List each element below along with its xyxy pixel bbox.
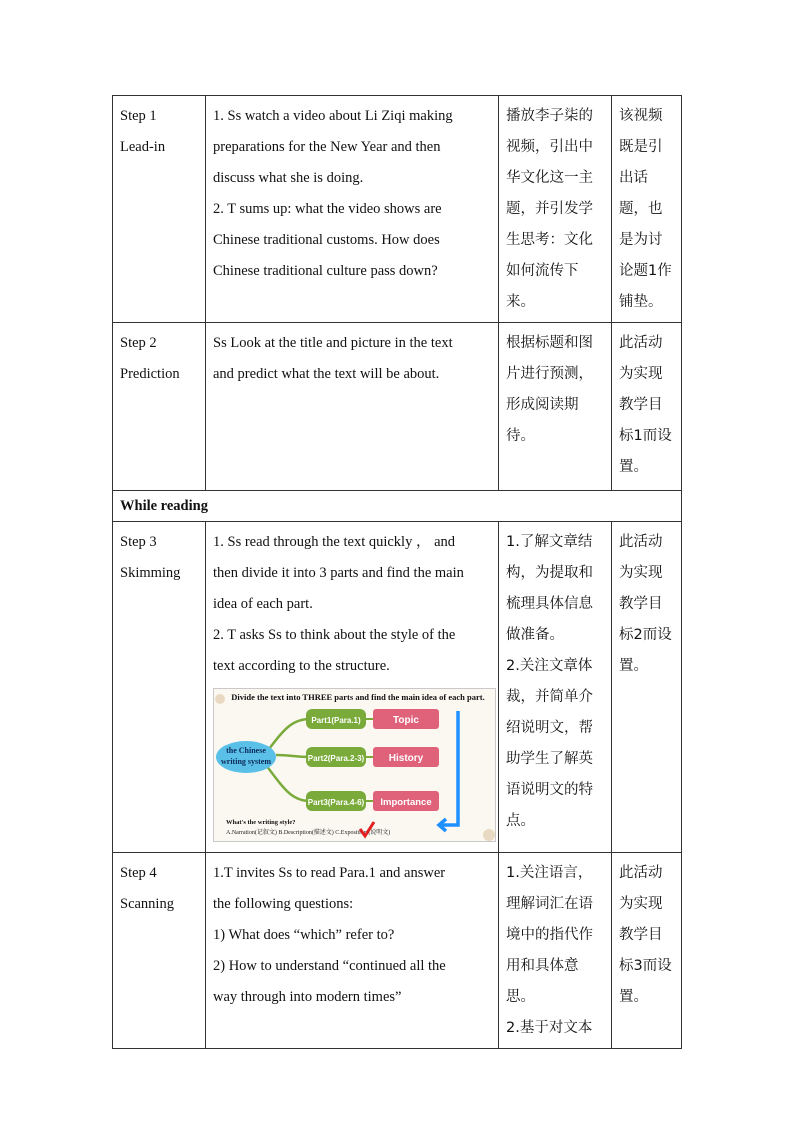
center-label-line1: the Chinese: [226, 746, 266, 755]
purpose-item: 2.基于对文本: [506, 1020, 593, 1036]
activity-line: 2. T asks Ss to think about the style of the: [213, 627, 456, 643]
goal-cell: 此活动为实现教学目标2而设置。: [612, 522, 682, 853]
purpose-cell: 根据标题和图片进行预测，形成阅读期待。: [499, 323, 612, 491]
activity-line: discuss what she is doing.: [213, 170, 364, 186]
activity-line: way through into modern times”: [213, 989, 402, 1005]
table-row: [113, 323, 682, 491]
section-row: [113, 491, 682, 522]
idea-label: Importance: [380, 797, 432, 808]
lesson-plan-table: [112, 95, 682, 1049]
purpose-cell: 播放李子柒的视频，引出中华文化这一主题，并引发学生思考：文化如何流传下来。: [499, 96, 612, 323]
part-label: Part3(Para.4-6): [307, 798, 365, 807]
table-row: [113, 96, 682, 323]
table-row: [113, 522, 682, 853]
activity-line: idea of each part.: [213, 596, 313, 612]
activity-line: Ss Look at the title and picture in the text: [213, 335, 453, 351]
activity-line: Chinese traditional customs. How does: [213, 232, 440, 248]
part-label: Part1(Para.1): [311, 716, 361, 725]
activity-line: 2. T sums up: what the video shows are: [213, 201, 442, 217]
style-question: What's the writing style?: [226, 819, 296, 826]
idea-label: Topic: [393, 715, 419, 726]
activity-line: 1. Ss read through the text quickly ， and: [213, 534, 456, 550]
activity-line: preparations for the New Year and then: [213, 139, 441, 155]
mind-map-slide: [213, 688, 496, 842]
purpose-item: 2.关注文章体裁，并简单介绍说明文，帮助学生了解英语说明文的特点。: [506, 658, 593, 829]
step-cell: [113, 323, 206, 491]
activity-line: text according to the structure.: [213, 658, 390, 674]
step-cell: [113, 853, 206, 1049]
slide-title: Divide the text into THREE parts and find the main idea of each part.: [231, 692, 485, 702]
activities-cell: [206, 853, 499, 1049]
step-label: Step 3: [120, 534, 157, 550]
purpose-cell: [499, 853, 612, 1049]
step-label: Step 4: [120, 865, 157, 881]
table-row: [113, 853, 682, 1049]
decor-flower: [483, 829, 495, 841]
branch-line: [266, 719, 310, 753]
decor-flower: [215, 694, 225, 704]
section-title: While reading: [113, 491, 682, 522]
activity-line: 1) What does “which” refer to?: [213, 927, 395, 943]
stage-label: Prediction: [120, 366, 180, 382]
step-cell: [113, 522, 206, 853]
goal-cell: 此活动为实现教学目标3而设置。: [612, 853, 682, 1049]
step-label: Step 1: [120, 108, 157, 124]
activities-cell: [206, 323, 499, 491]
step-label: Step 2: [120, 335, 157, 351]
stage-label: Scanning: [120, 896, 174, 912]
activity-line: then divide it into 3 parts and find the main: [213, 565, 464, 581]
stage-label: Skimming: [120, 565, 181, 581]
arrow-icon: [442, 711, 458, 825]
branch-line: [276, 755, 310, 757]
activity-line: 1.T invites Ss to read Para.1 and answer: [213, 865, 446, 881]
idea-label: History: [388, 753, 424, 764]
purpose-item: 1.关注语言，理解词汇在语境中的指代作用和具体意思。: [506, 865, 593, 1005]
center-label-line2: writing system: [221, 757, 271, 766]
activity-line: 1. Ss watch a video about Li Ziqi making: [213, 108, 453, 124]
stage-label: Lead-in: [120, 139, 166, 155]
part-label: Part2(Para.2-3): [307, 754, 365, 763]
activity-line: Chinese traditional culture pass down?: [213, 263, 438, 279]
mind-map-diagram: [214, 689, 495, 841]
branch-line: [266, 765, 310, 801]
activity-line: and predict what the text will be about.: [213, 366, 440, 382]
activities-cell: [206, 522, 499, 853]
purpose-item: 1.了解文章结构，为提取和梳理具体信息做准备。: [506, 534, 593, 643]
goal-cell: 此活动为实现教学目标1而设置。: [612, 323, 682, 491]
activity-line: 2) How to understand “continued all the: [213, 958, 446, 974]
step-cell: [113, 96, 206, 323]
style-options: A.Narration(记叙文) B.Description(描述文) C.Exposition (说明文): [226, 830, 391, 836]
activity-line: the following questions:: [213, 896, 354, 912]
purpose-cell: [499, 522, 612, 853]
goal-cell: 该视频既是引出话题，也是为讨论题1作铺垫。: [612, 96, 682, 323]
activities-cell: [206, 96, 499, 323]
